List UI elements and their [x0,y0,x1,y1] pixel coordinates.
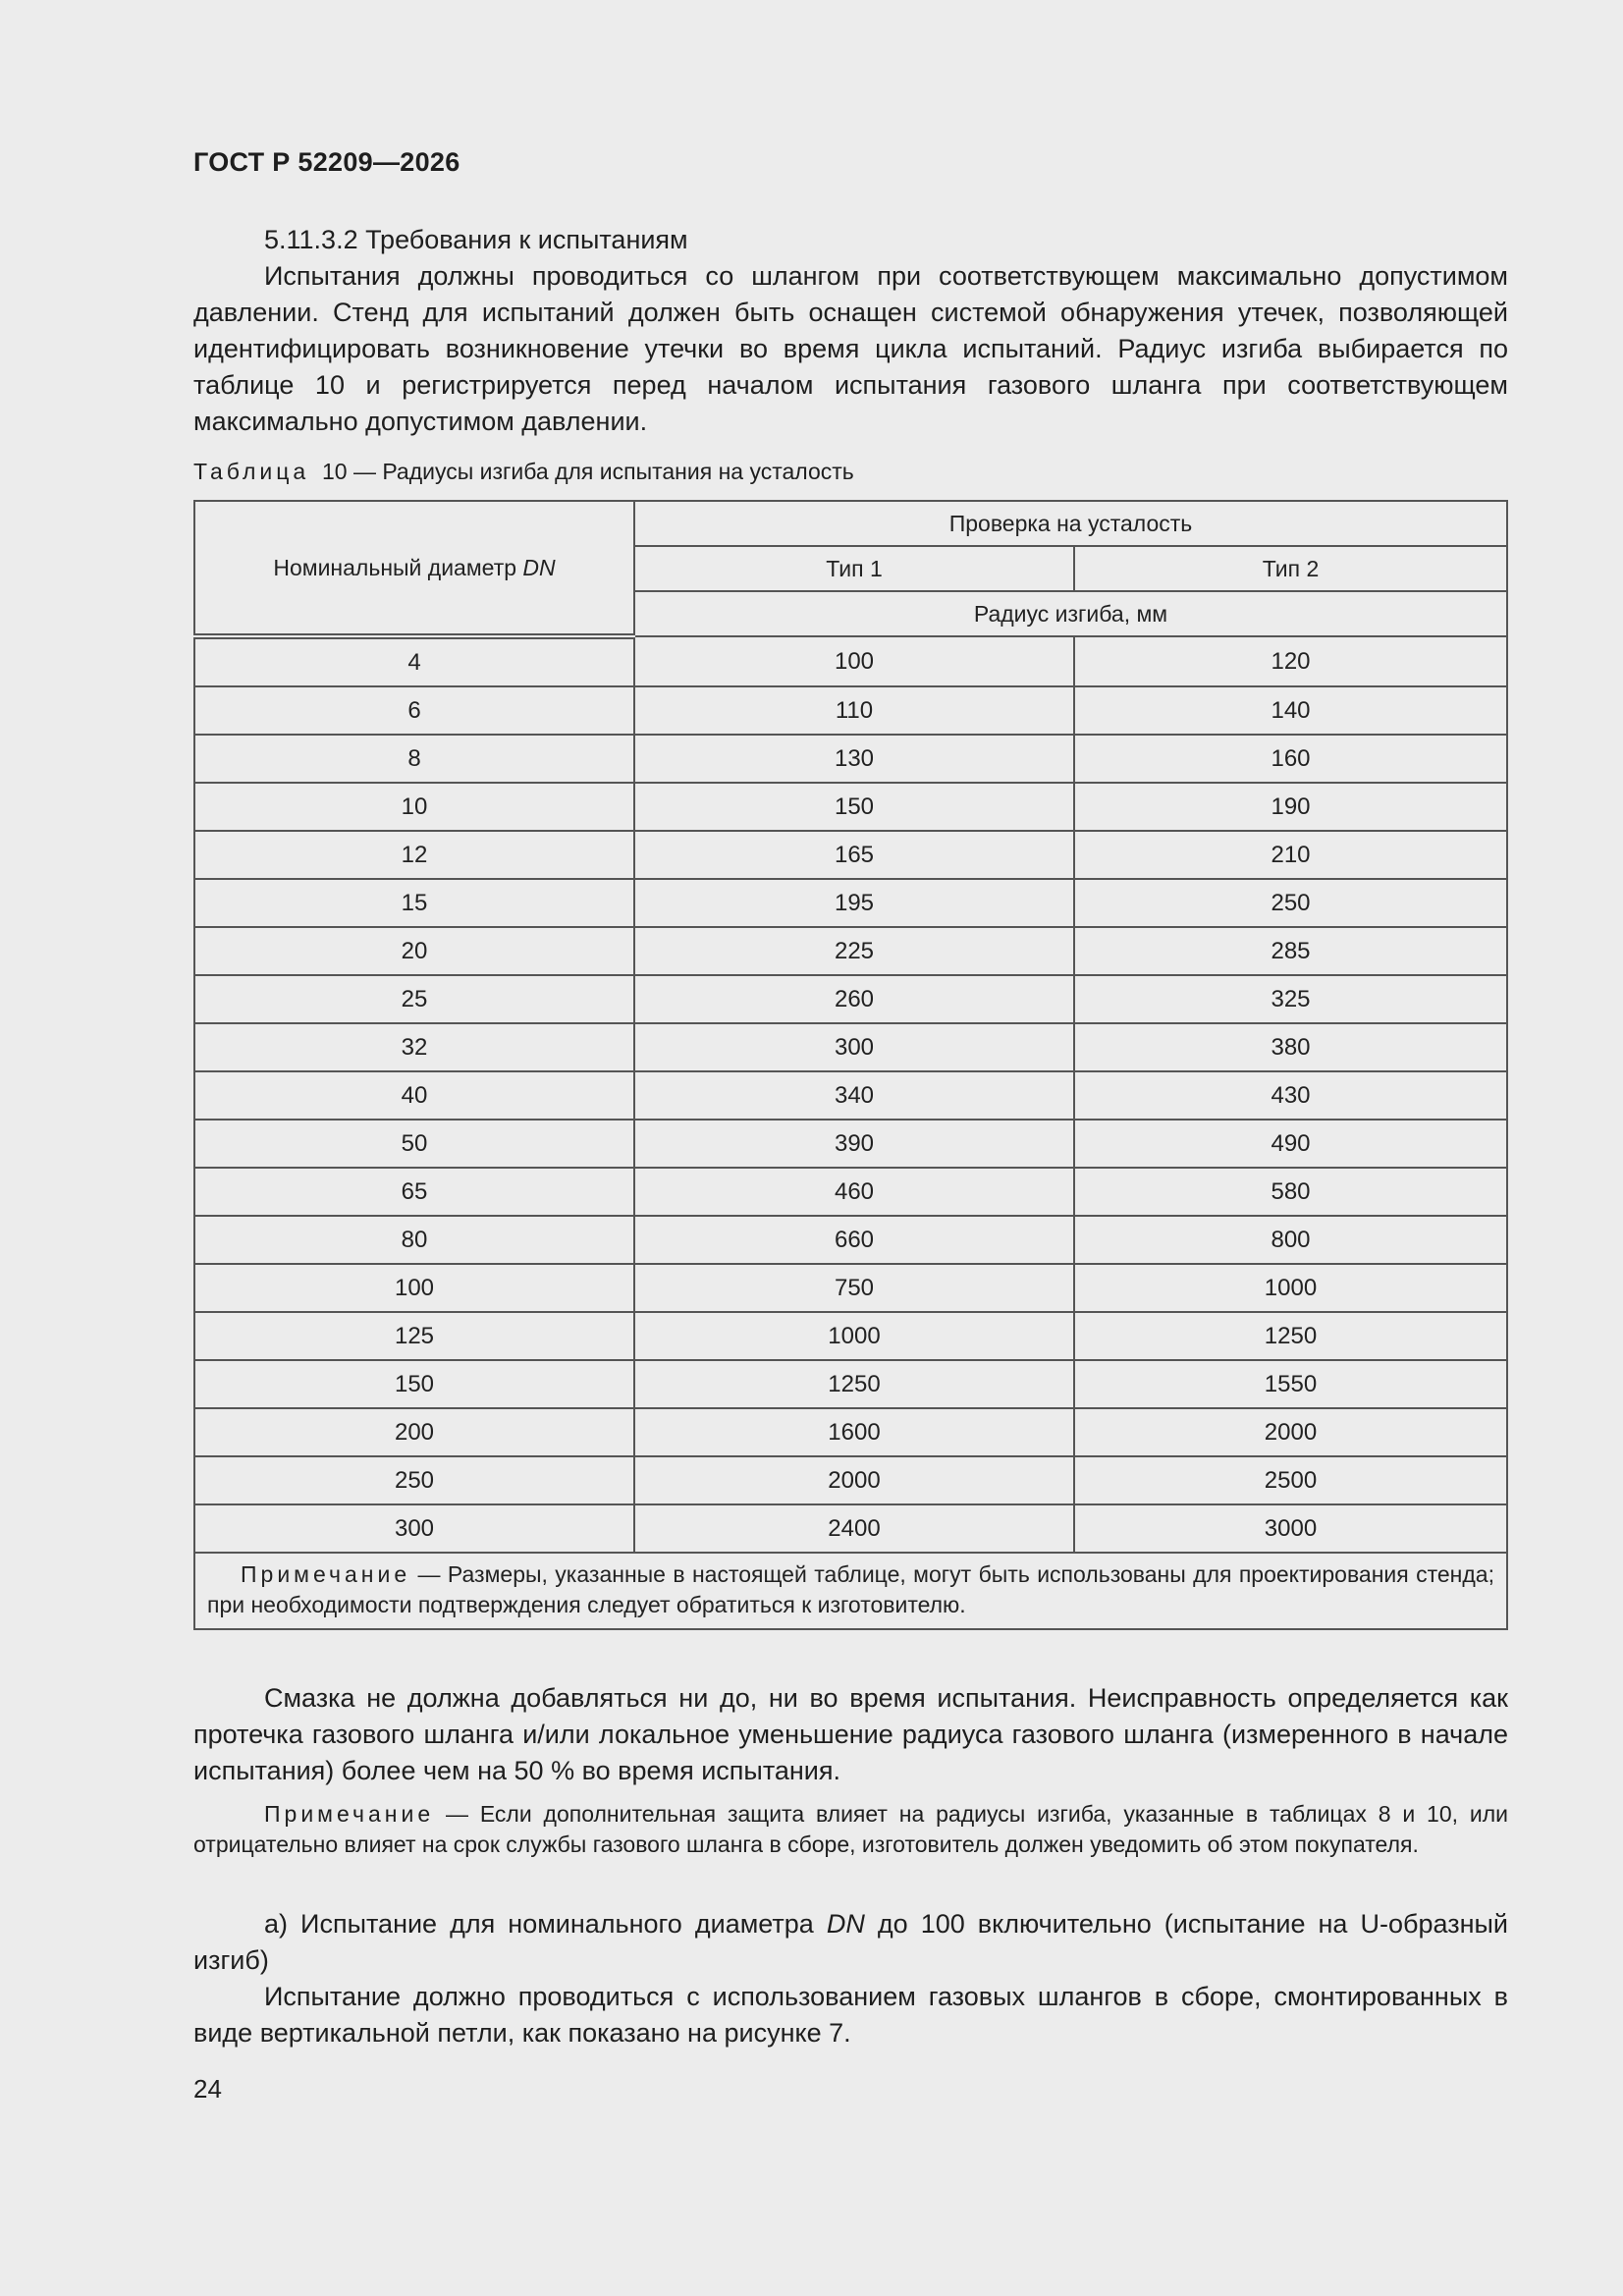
cell-nominal-diameter: 50 [194,1120,634,1168]
cell-nominal-diameter: 125 [194,1312,634,1360]
cell-nominal-diameter: 6 [194,686,634,735]
cell-type-2-radius: 160 [1074,735,1507,783]
general-note-text: — Если дополнительная защита влияет на радиусы изгиба, указанные в таблицах 8 и 10, или отрицательно влияет на срок службы газового шланга в сборе, изготовитель должен уведомить об этом покупателя. [193,1801,1508,1857]
cell-nominal-diameter: 65 [194,1168,634,1216]
table-note [194,1553,1507,1629]
cell-type-1-radius: 225 [634,927,1074,975]
cell-type-2-radius: 190 [1074,783,1507,831]
cell-nominal-diameter: 150 [194,1360,634,1408]
page-number: 24 [193,2074,222,2104]
cell-nominal-diameter: 20 [194,927,634,975]
cell-nominal-diameter: 25 [194,975,634,1023]
cell-type-1-radius: 165 [634,831,1074,879]
final-paragraph: Испытание должно проводиться с использованием газовых шлангов в сборе, смонтированных в виде вертикальной петли, как показано на рисунке 7. [193,1982,1508,2048]
general-note [193,1799,1508,1860]
cell-type-1-radius: 150 [634,783,1074,831]
item-a-block [193,1906,1508,2051]
table-row [194,1504,1507,1553]
table-row [194,1168,1507,1216]
table-caption [193,459,854,485]
cell-type-1-radius: 1000 [634,1312,1074,1360]
table-row [194,927,1507,975]
table-row [194,879,1507,927]
cell-type-1-radius: 2000 [634,1456,1074,1504]
cell-type-2-radius: 1550 [1074,1360,1507,1408]
table-note-text: — Размеры, указанные в настоящей таблице, могут быть использованы для проектирования стенда; при необходимости подтверждения следует обратиться к изготовителю. [207,1561,1494,1617]
bend-radius-table [193,500,1508,1630]
section-heading: 5.11.3.2 Требования к испытаниям [264,225,688,254]
table-row [194,1023,1507,1071]
section-paragraph: Испытания должны проводиться со шлангом при соответствующем максимально допустимом давлении. Стенд для испытаний должен быть оснащен системой обнаружения утечек, позволяющей идентифицировать возникновение утечки во время цикла испытаний. Радиус изгиба выбирается по таблице 10 и регистрируется перед началом испытания газового шланга при соответствующем максимально допустимом давлении. [193,261,1508,436]
cell-type-2-radius: 210 [1074,831,1507,879]
cell-type-1-radius: 260 [634,975,1074,1023]
header-bend-radius-unit: Радиус изгиба, мм [634,591,1507,636]
cell-type-1-radius: 750 [634,1264,1074,1312]
cell-nominal-diameter: 4 [194,636,634,686]
cell-nominal-diameter: 32 [194,1023,634,1071]
table-data-body [194,636,1507,1553]
table-note-row [194,1553,1507,1629]
cell-type-1-radius: 110 [634,686,1074,735]
cell-nominal-diameter: 12 [194,831,634,879]
table-row [194,831,1507,879]
header-type-2: Тип 2 [1074,546,1507,591]
cell-type-2-radius: 250 [1074,879,1507,927]
cell-type-2-radius: 580 [1074,1168,1507,1216]
cell-type-2-radius: 1250 [1074,1312,1507,1360]
cell-nominal-diameter: 300 [194,1504,634,1553]
cell-nominal-diameter: 10 [194,783,634,831]
cell-type-2-radius: 380 [1074,1023,1507,1071]
cell-type-1-radius: 1250 [634,1360,1074,1408]
table-header-row [194,501,1507,546]
after-table-paragraph-block [193,1680,1508,1789]
cell-type-1-radius: 660 [634,1216,1074,1264]
cell-type-1-radius: 300 [634,1023,1074,1071]
table-row [194,1264,1507,1312]
cell-nominal-diameter: 100 [194,1264,634,1312]
cell-type-2-radius: 490 [1074,1120,1507,1168]
cell-type-2-radius: 2500 [1074,1456,1507,1504]
after-table-paragraph: Смазка не должна добавляться ни до, ни во время испытания. Неисправность определяется как протечка газового шланга и/или локальное уменьшение радиуса газового шланга (измеренного в начале испытания) более чем на 50 % во время испытания. [193,1683,1508,1785]
table-row [194,1312,1507,1360]
table-row [194,735,1507,783]
cell-type-2-radius: 285 [1074,927,1507,975]
general-note-prefix: Примечание [264,1801,435,1827]
cell-type-1-radius: 2400 [634,1504,1074,1553]
cell-type-2-radius: 2000 [1074,1408,1507,1456]
cell-type-2-radius: 3000 [1074,1504,1507,1553]
cell-type-2-radius: 120 [1074,636,1507,686]
header-fatigue-check: Проверка на усталость [634,501,1507,546]
table-row [194,1408,1507,1456]
cell-type-2-radius: 1000 [1074,1264,1507,1312]
cell-type-1-radius: 195 [634,879,1074,927]
cell-nominal-diameter: 200 [194,1408,634,1456]
header-nominal-diameter: Номинальный диаметр DN [194,501,634,636]
header-type-1: Тип 1 [634,546,1074,591]
cell-type-1-radius: 1600 [634,1408,1074,1456]
table-caption-text: 10 — Радиусы изгиба для испытания на усталость [321,459,854,484]
table-row [194,1360,1507,1408]
cell-type-2-radius: 430 [1074,1071,1507,1120]
cell-type-1-radius: 100 [634,636,1074,686]
cell-type-1-radius: 390 [634,1120,1074,1168]
document-code: ГОСТ Р 52209—2026 [193,147,460,177]
table-caption-prefix: Таблица [193,459,310,484]
table-row [194,636,1507,686]
cell-type-2-radius: 140 [1074,686,1507,735]
item-a-heading: а) Испытание для номинального диаметра DN до 100 включительно (испытание на U-образный изгиб) [193,1909,1508,1975]
table-row [194,1071,1507,1120]
table-row [194,783,1507,831]
cell-type-1-radius: 130 [634,735,1074,783]
cell-nominal-diameter: 8 [194,735,634,783]
cell-nominal-diameter: 250 [194,1456,634,1504]
table-note-prefix: Примечание [241,1561,411,1587]
table-row [194,1216,1507,1264]
cell-type-2-radius: 800 [1074,1216,1507,1264]
table-row [194,1456,1507,1504]
cell-nominal-diameter: 80 [194,1216,634,1264]
table-row [194,1120,1507,1168]
cell-type-1-radius: 340 [634,1071,1074,1120]
cell-type-2-radius: 325 [1074,975,1507,1023]
section-block [193,222,1508,440]
table-row [194,975,1507,1023]
table-row [194,686,1507,735]
cell-type-1-radius: 460 [634,1168,1074,1216]
cell-nominal-diameter: 40 [194,1071,634,1120]
cell-nominal-diameter: 15 [194,879,634,927]
